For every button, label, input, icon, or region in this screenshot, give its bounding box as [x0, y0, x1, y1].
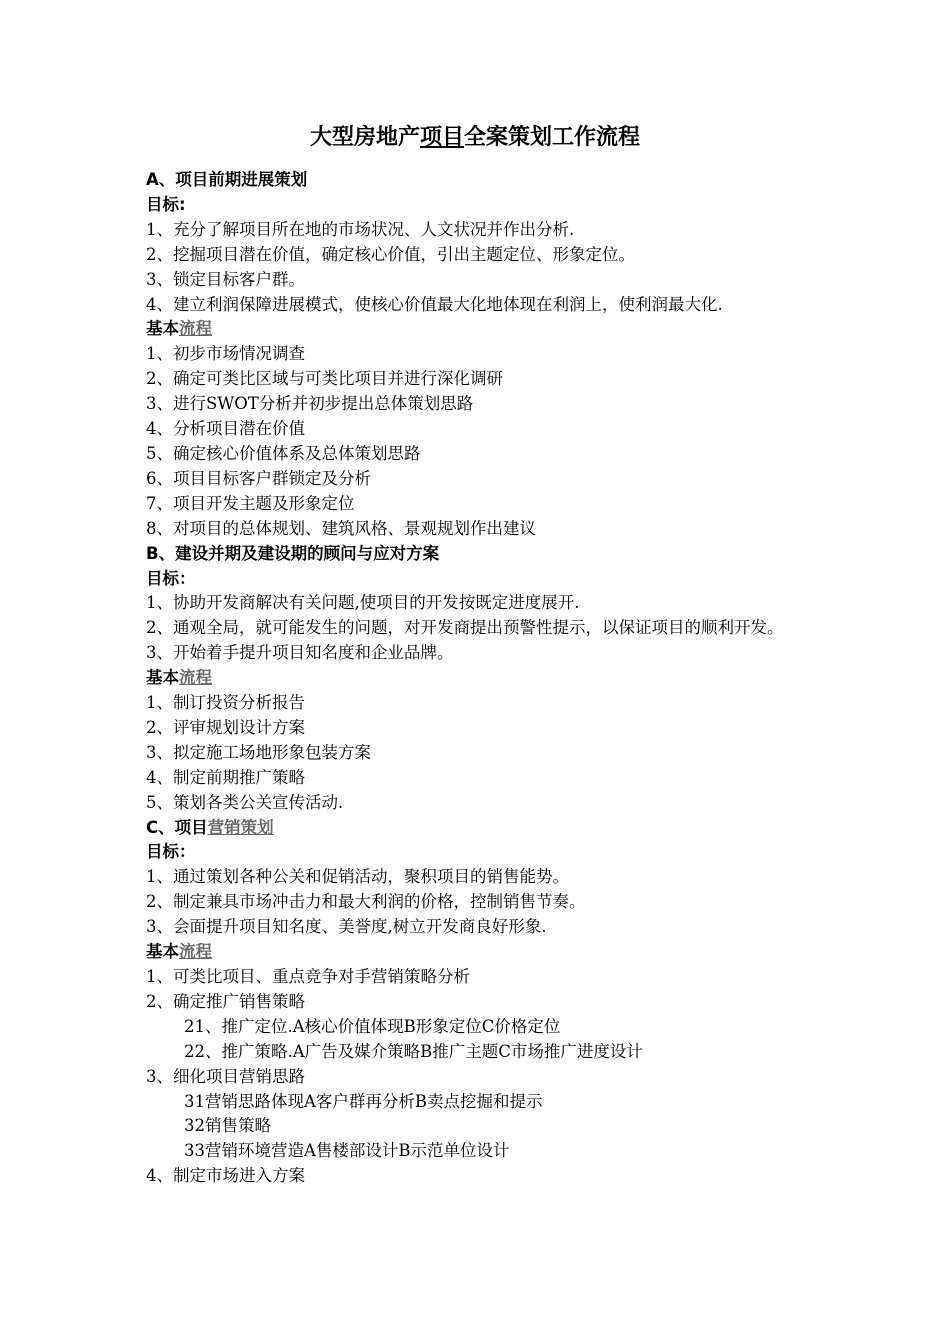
sub-step-item: 32销售策略	[184, 1116, 271, 1136]
goal-item: 1、协助开发商解决有关问题,使项目的开发按既定进度展开.	[146, 593, 580, 613]
goal-item: 2、通观全局，就可能发生的问题，对开发商提出预警性提示，以保证项目的顺利开发。	[146, 618, 784, 638]
section-heading-text: B、建设并期及建设期的顾问与应对方案	[146, 543, 440, 563]
goal-item: 1、充分了解项目所在地的市场状况、人文状况并作出分析.	[146, 219, 575, 239]
title-part-2: 项目	[419, 125, 464, 150]
step-item: 4、制定市场进入方案	[146, 1166, 305, 1186]
step-item: 3、进行SWOT分析并初步提出总体策划思路	[146, 394, 474, 414]
step-item: 3、拟定施工场地形象包装方案	[146, 742, 371, 762]
process-link[interactable]: 流程	[179, 942, 212, 962]
step-item: 2、确定可类比区域与可类比项目并进行深化调研	[146, 369, 503, 389]
section-c-step-list	[146, 965, 826, 1189]
marketing-plan-link[interactable]: 营销策划	[207, 817, 274, 837]
title-part-3: 全案策划工作流程	[464, 125, 641, 150]
section-a-process-label	[146, 317, 826, 342]
section-b-process-label	[146, 666, 826, 691]
process-label-text: 基本	[146, 942, 179, 962]
goal-item: 3、开始着手提升项目知名度和企业品牌。	[146, 643, 454, 663]
section-b-heading	[146, 542, 826, 567]
step-item: 2、确定推广销售策略	[146, 991, 305, 1011]
step-item: 4、制定前期推广策略	[146, 767, 305, 787]
document-body	[146, 168, 826, 1189]
section-heading-text: A、项目前期进展策划	[146, 170, 308, 189]
goal-item: 1、通过策划各种公关和促销活动，聚积项目的销售能势。	[146, 867, 569, 887]
sub-step-item: 22、推广策略.A广告及媒介策略B推广主题C市场推广进度设计	[184, 1041, 643, 1061]
process-link[interactable]: 流程	[179, 668, 212, 688]
section-c-process-label	[146, 940, 826, 965]
process-label-text: 基本	[146, 319, 179, 339]
document-title	[0, 120, 950, 156]
goal-item: 3、会面提升项目知名度、美誉度,树立开发商良好形象.	[146, 917, 547, 937]
step-item: 4、分析项目潜在价值	[146, 419, 305, 439]
step-item: 8、对项目的总体规划、建筑风格、景观规划作出建议	[146, 518, 536, 538]
step-item: 1、制订投资分析报告	[146, 693, 305, 713]
process-link[interactable]: 流程	[179, 319, 212, 339]
step-item: 7、项目开发主题及形象定位	[146, 493, 355, 513]
sub-step-item: 33营销环境营造A售楼部设计B示范单位设计	[184, 1141, 510, 1161]
process-label-text: 基本	[146, 668, 179, 688]
section-a-goal-label: 目标:	[146, 194, 186, 214]
step-item: 2、评审规划设计方案	[146, 717, 305, 737]
goal-item: 4、建立利润保障进展模式，使核心价值最大化地体现在利润上，使利润最大化.	[146, 294, 723, 314]
goal-item: 2、制定兼具市场冲击力和最大利润的价格，控制销售节奏。	[146, 892, 586, 912]
sub-step-item: 21、推广定位.A核心价值体现B形象定位C价格定位	[184, 1016, 561, 1036]
title-part-1: 大型房地产	[309, 125, 420, 150]
section-a-heading	[146, 168, 826, 193]
section-c-heading	[146, 816, 826, 841]
sub-step-item: 31营销思路体现A客户群再分析B卖点挖掘和提示	[184, 1091, 543, 1111]
section-c-goal-label: 目标：	[146, 842, 196, 862]
step-item: 5、确定核心价值体系及总体策划思路	[146, 443, 421, 463]
step-item: 1、可类比项目、重点竞争对手营销策略分析	[146, 967, 470, 986]
step-item: 1、初步市场情况调查	[146, 344, 305, 364]
step-item: 3、细化项目营销思路	[146, 1066, 305, 1086]
section-heading-text: C、项目	[146, 817, 208, 837]
goal-item: 2、挖掘项目潜在价值，确定核心价值，引出主题定位、形象定位。	[146, 244, 635, 264]
step-item: 6、项目目标客户群锁定及分析	[146, 468, 371, 488]
section-b-goal-label: 目标：	[146, 568, 196, 588]
step-item: 5、策划各类公关宣传活动.	[146, 792, 344, 812]
goal-item: 3、锁定目标客户群。	[146, 269, 305, 289]
